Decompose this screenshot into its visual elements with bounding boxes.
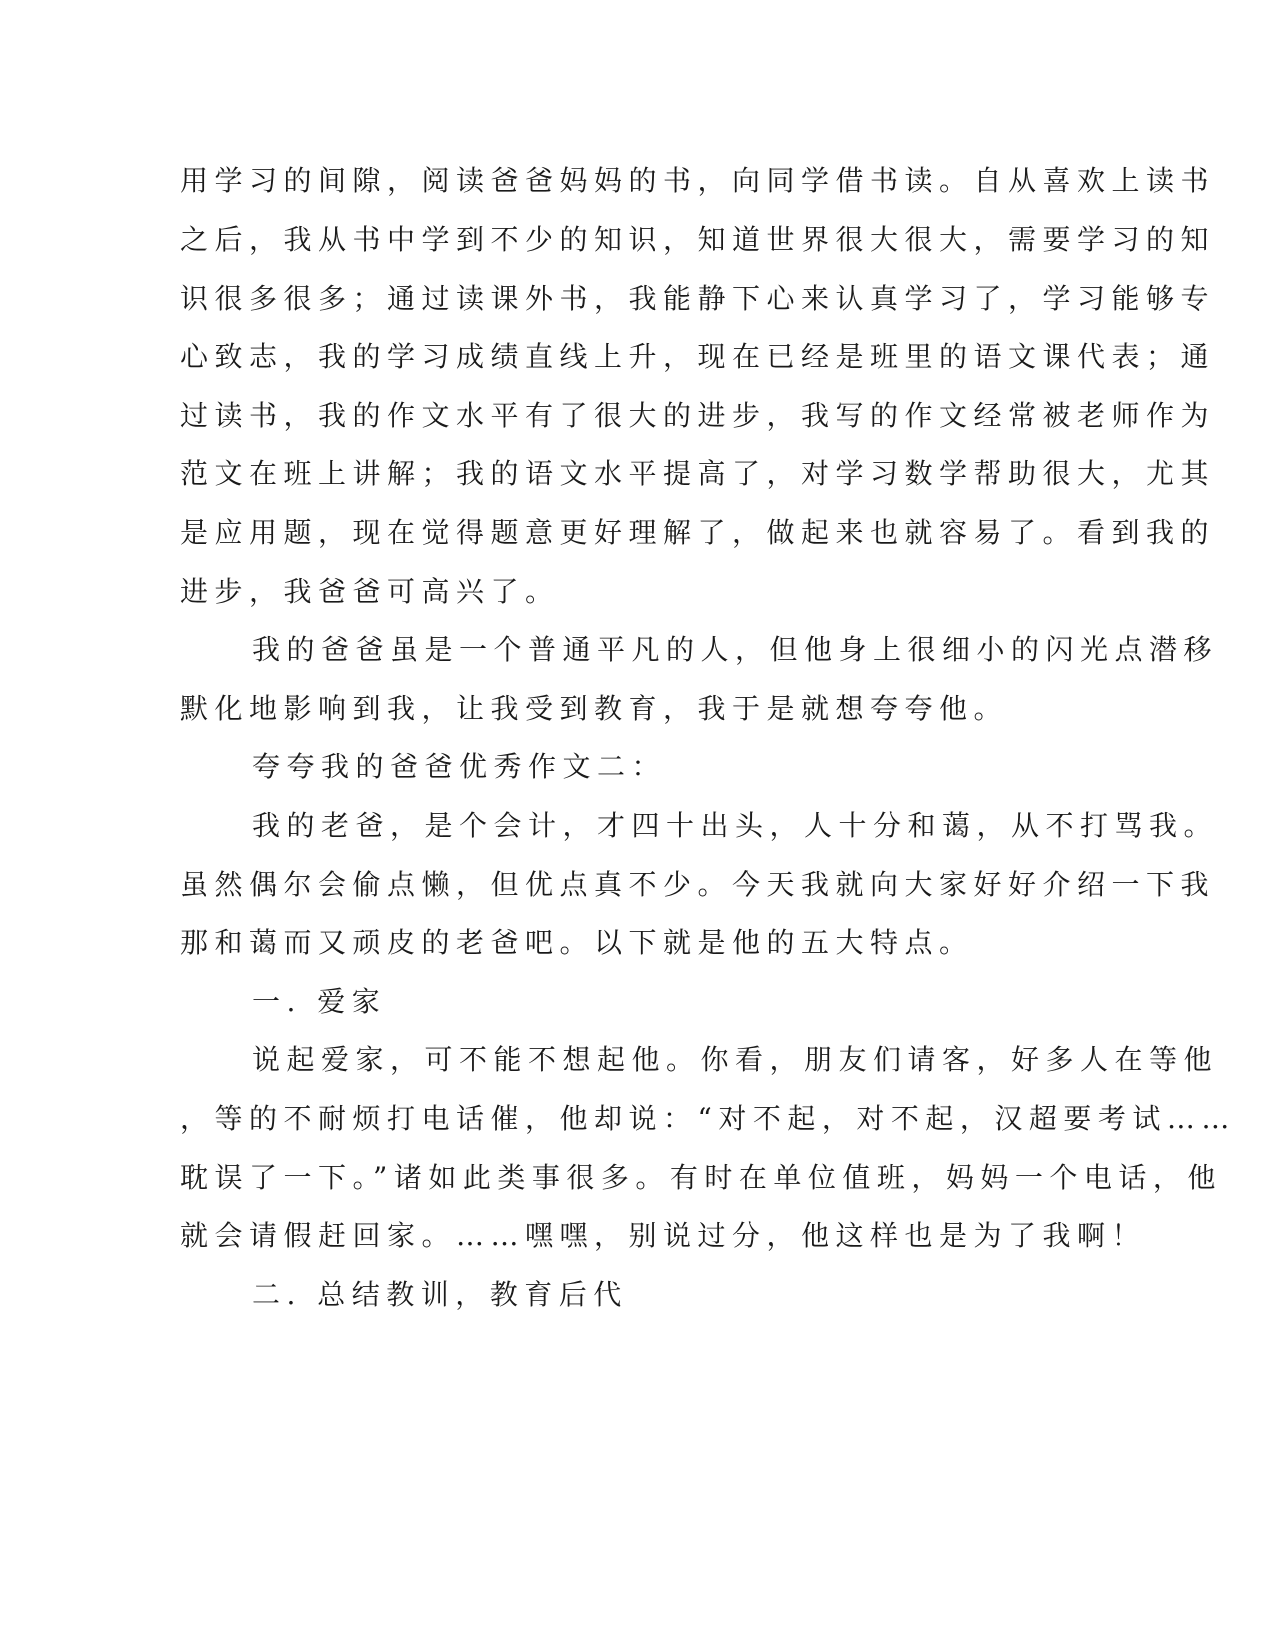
text-line: ，等的不耐烦打电话催，他却说：“对不起，对不起，汉超要考试…… — [180, 1102, 1236, 1135]
text-line: 心致志，我的学习成绩直线上升，现在已经是班里的语文课代表；通 — [180, 340, 1216, 373]
paragraph-first-line: 我的老爸，是个会计，才四十出头，人十分和蔼，从不打骂我。 — [252, 809, 1219, 842]
paragraph-first-line: 说起爱家，可不能不想起他。你看，朋友们请客，好多人在等他 — [252, 1043, 1219, 1076]
text-line: 是应用题，现在觉得题意更好理解了，做起来也就容易了。看到我的 — [180, 516, 1216, 549]
text-line: 过读书，我的作文水平有了很大的进步，我写的作文经常被老师作为 — [180, 399, 1216, 432]
list-heading: 一. 爱家 — [252, 985, 387, 1018]
text-line: 进步，我爸爸可高兴了。 — [180, 575, 560, 608]
text-line: 用学习的间隙，阅读爸爸妈妈的书，向同学借书读。自从喜欢上读书 — [180, 164, 1216, 197]
text-line: 默化地影响到我，让我受到教育，我于是就想夸夸他。 — [180, 692, 1009, 725]
text-line: 范文在班上讲解；我的语文水平提高了，对学习数学帮助很大，尤其 — [180, 457, 1216, 490]
list-heading: 二. 总结教训，教育后代 — [252, 1278, 628, 1311]
section-heading: 夸夸我的爸爸优秀作文二： — [252, 750, 667, 783]
text-line: 就会请假赶回家。……嘿嘿，别说过分，他这样也是为了我啊！ — [180, 1219, 1147, 1252]
text-line: 那和蔼而又顽皮的老爸吧。以下就是他的五大特点。 — [180, 926, 974, 959]
text-line: 耽误了一下。”诸如此类事很多。有时在单位值班，妈妈一个电话，他 — [180, 1161, 1222, 1194]
text-line: 之后，我从书中学到不少的知识，知道世界很大很大，需要学习的知 — [180, 223, 1216, 256]
paragraph-first-line: 我的爸爸虽是一个普通平凡的人，但他身上很细小的闪光点潜移 — [252, 633, 1219, 666]
text-line: 虽然偶尔会偷点懒，但优点真不少。今天我就向大家好好介绍一下我 — [180, 868, 1216, 901]
text-line: 识很多很多；通过读课外书，我能静下心来认真学习了，学习能够专 — [180, 282, 1216, 315]
